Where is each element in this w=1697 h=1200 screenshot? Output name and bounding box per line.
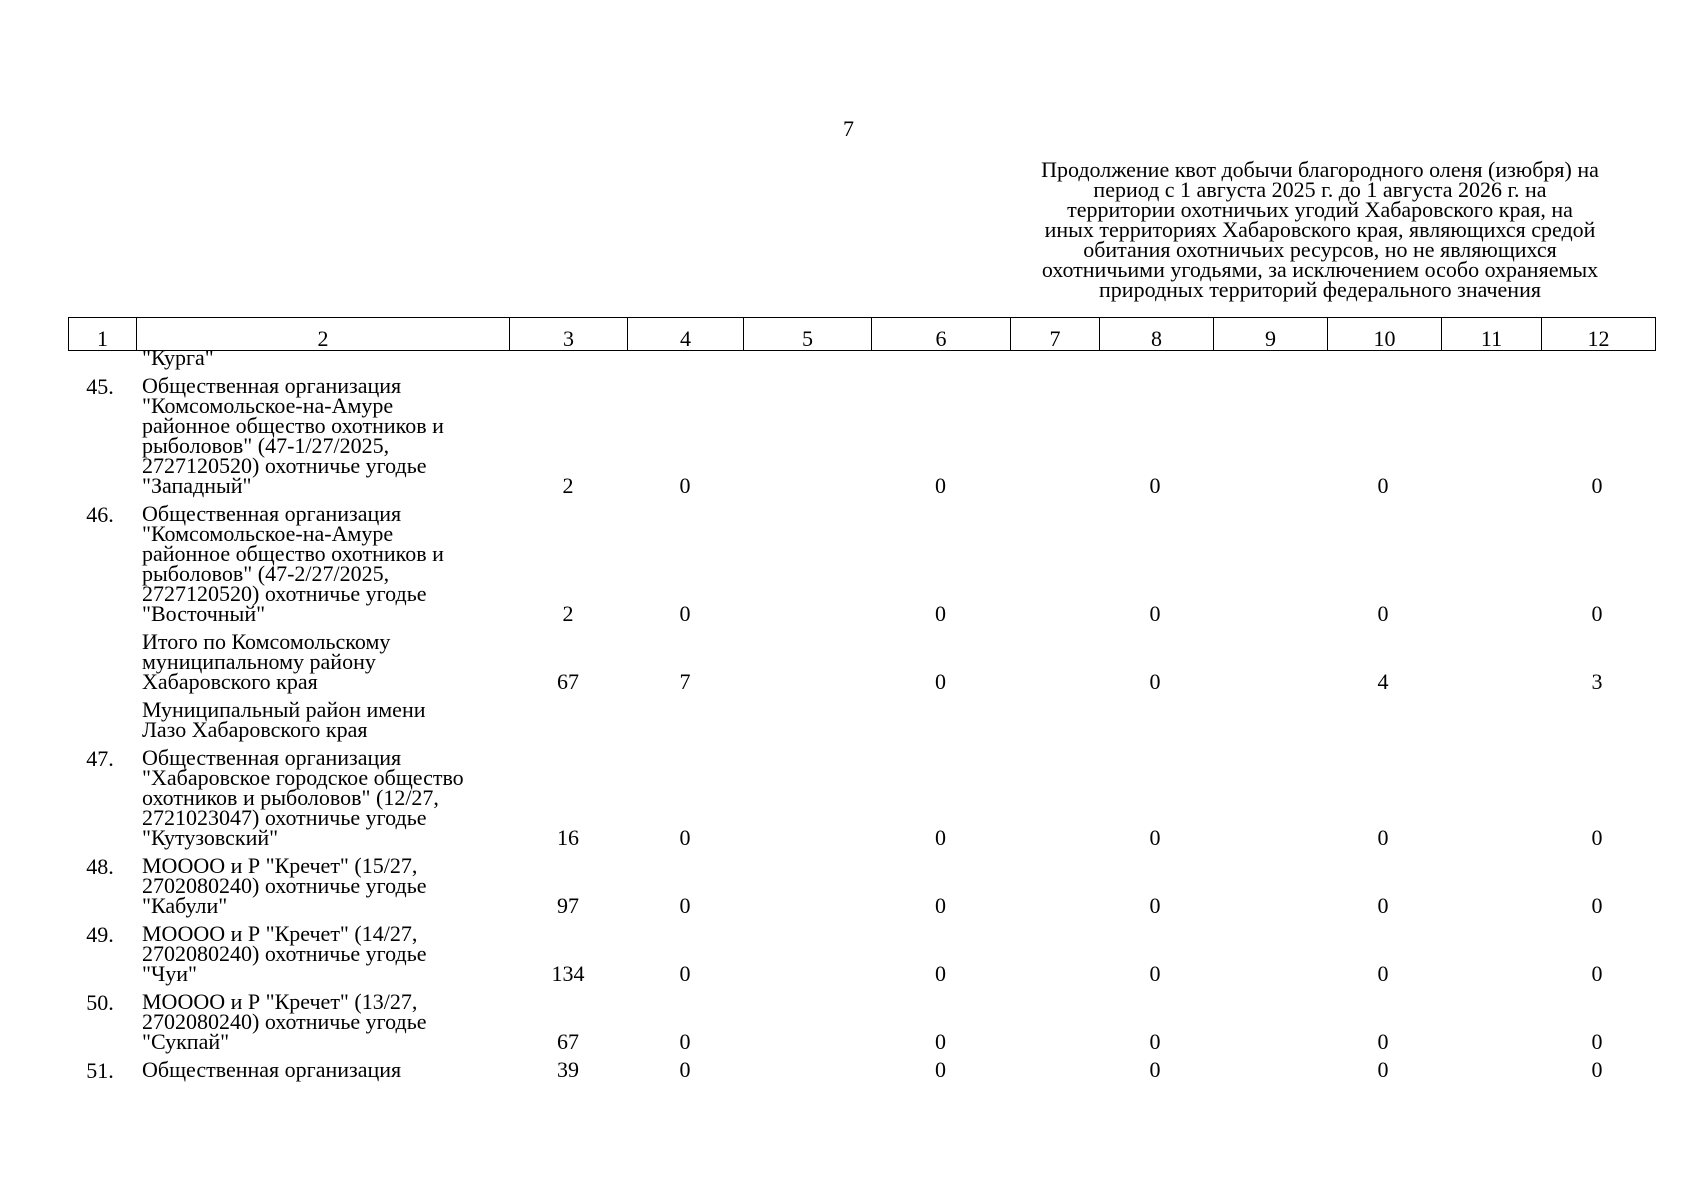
row-value-col-10: 0 [1377,893,1389,918]
caption-line: иных территориях Хабаровского края, являющихся средой [1044,217,1596,242]
row-value-col-8: 0 [1149,1057,1161,1082]
header-col-8: 8 [1100,318,1214,351]
row-value-col-4: 0 [679,473,691,498]
row-name: Общественная организация "Хабаровское городское общество охотников и рыболовов" (12/27, 2721023047) охотничье угодье "Кутузовский" [142,745,464,850]
row-value-col-12: 0 [1591,601,1603,626]
row-value-col-4: 0 [679,825,691,850]
table-row [68,989,1658,1060]
row-name: Общественная организация "Комсомольское-на-Амуре районное общество охотников и рыболовов" (47-1/27/2025, 2727120520) охотничье угодье "Западный" [142,373,444,498]
header-col-12: 12 [1542,318,1656,351]
row-value-col-6: 0 [935,893,946,918]
header-col-5: 5 [744,318,872,351]
header-col-3: 3 [510,318,628,351]
table-row [68,921,1658,992]
table-row [68,501,1658,632]
row-value-col-12: 0 [1591,961,1603,986]
row-value-col-8: 0 [1149,825,1161,850]
caption-line: обитания охотничьих ресурсов, но не являющихся [1083,237,1557,262]
row-value-col-3: 67 [557,669,579,694]
row-value-col-10: 4 [1377,669,1389,694]
row-value-col-4: 0 [679,601,691,626]
row-value-col-6: 0 [935,473,946,498]
row-value-col-12: 0 [1591,1057,1603,1082]
row-name: МОООО и Р "Кречет" (14/27, 2702080240) охотничье угодье "Чуи" [142,921,427,986]
row-value-col-4: 0 [679,1029,691,1054]
row-name: Общественная организация "Комсомольское-на-Амуре районное общество охотников и рыболовов" (47-2/27/2025, 2727120520) охотничье угодье "Восточный" [142,501,444,626]
row-value-col-10: 0 [1377,1057,1389,1082]
row-value-col-12: 0 [1591,1029,1603,1054]
row-value-col-10: 0 [1377,1029,1389,1054]
caption-line: Продолжение квот добычи благородного оленя (изюбря) на [1041,157,1599,182]
row-value-col-6: 0 [935,669,946,694]
row-value-col-3: 2 [562,601,574,626]
table-row [68,373,1658,504]
table-row [68,697,1658,748]
rows-container [68,373,1658,1088]
table-row [68,1057,1658,1088]
row-value-col-6: 0 [935,601,946,626]
row-number: 49. [86,922,114,947]
caption-line: природных территорий федерального значения [1099,277,1541,302]
header-col-11: 11 [1442,318,1542,351]
table-body [68,345,1658,1088]
row-number: 47. [86,746,114,771]
row-value-col-10: 0 [1377,961,1389,986]
page-number: 7 [843,116,854,141]
row-value-col-6: 0 [935,1029,946,1054]
table-row [68,629,1658,700]
header-col-6: 6 [872,318,1011,351]
row-value-col-12: 0 [1591,473,1603,498]
row-value-col-3: 16 [557,825,579,850]
row-value-col-8: 0 [1149,669,1161,694]
header-col-4: 4 [628,318,744,351]
continuation-text: "Курга" [142,345,214,370]
row-number: 50. [86,990,114,1015]
row-value-col-4: 0 [679,1057,691,1082]
row-value-col-8: 0 [1149,601,1161,626]
header-col-1: 1 [69,318,137,351]
table-row [68,745,1658,856]
row-number: 48. [86,854,114,879]
row-name: МОООО и Р "Кречет" (13/27, 2702080240) охотничье угодье "Сукпай" [142,989,427,1054]
row-value-col-6: 0 [935,825,946,850]
row-value-col-8: 0 [1149,1029,1161,1054]
row-value-col-10: 0 [1377,473,1389,498]
row-value-col-6: 0 [935,1057,946,1082]
row-value-col-3: 67 [557,1029,579,1054]
table-caption [1000,157,1640,302]
row-value-col-4: 0 [679,961,691,986]
row-value-col-8: 0 [1149,893,1161,918]
row-value-col-12: 0 [1591,825,1603,850]
row-name: Итого по Комсомольскому муниципальному району Хабаровского края [142,629,391,694]
caption-line: охотничьими угодьями, за исключением особо охраняемых [1041,257,1599,282]
row-value-col-10: 0 [1377,601,1389,626]
column-number-header [68,317,1656,351]
row-value-col-3: 97 [557,893,579,918]
row-value-col-8: 0 [1149,473,1161,498]
header-col-10: 10 [1328,318,1442,351]
row-number: 51. [86,1058,114,1083]
row-value-col-3: 134 [551,961,585,986]
header-col-9: 9 [1214,318,1328,351]
row-value-col-6: 0 [935,961,946,986]
header-col-7: 7 [1011,318,1100,351]
row-value-col-12: 0 [1591,893,1603,918]
row-name: Общественная организация [142,1057,402,1082]
row-value-col-3: 2 [562,473,574,498]
row-value-col-3: 39 [557,1057,579,1082]
row-value-col-10: 0 [1377,825,1389,850]
row-number: 46. [86,502,114,527]
continuation-row [68,345,1658,376]
caption-line: период с 1 августа 2025 г. до 1 августа 2026 г. на [1093,177,1547,202]
row-name: МОООО и Р "Кречет" (15/27, 2702080240) охотничье угодье "Кабули" [142,853,427,918]
row-number: 45. [86,374,114,399]
row-value-col-12: 3 [1591,669,1603,694]
header-col-2: 2 [137,318,510,351]
row-value-col-4: 7 [679,669,691,694]
row-value-col-8: 0 [1149,961,1161,986]
caption-line: территории охотничьих угодий Хабаровского края, на [1067,197,1573,222]
row-name: Муниципальный район имени Лазо Хабаровского края [142,697,426,742]
row-value-col-4: 0 [679,893,691,918]
table-row [68,853,1658,924]
